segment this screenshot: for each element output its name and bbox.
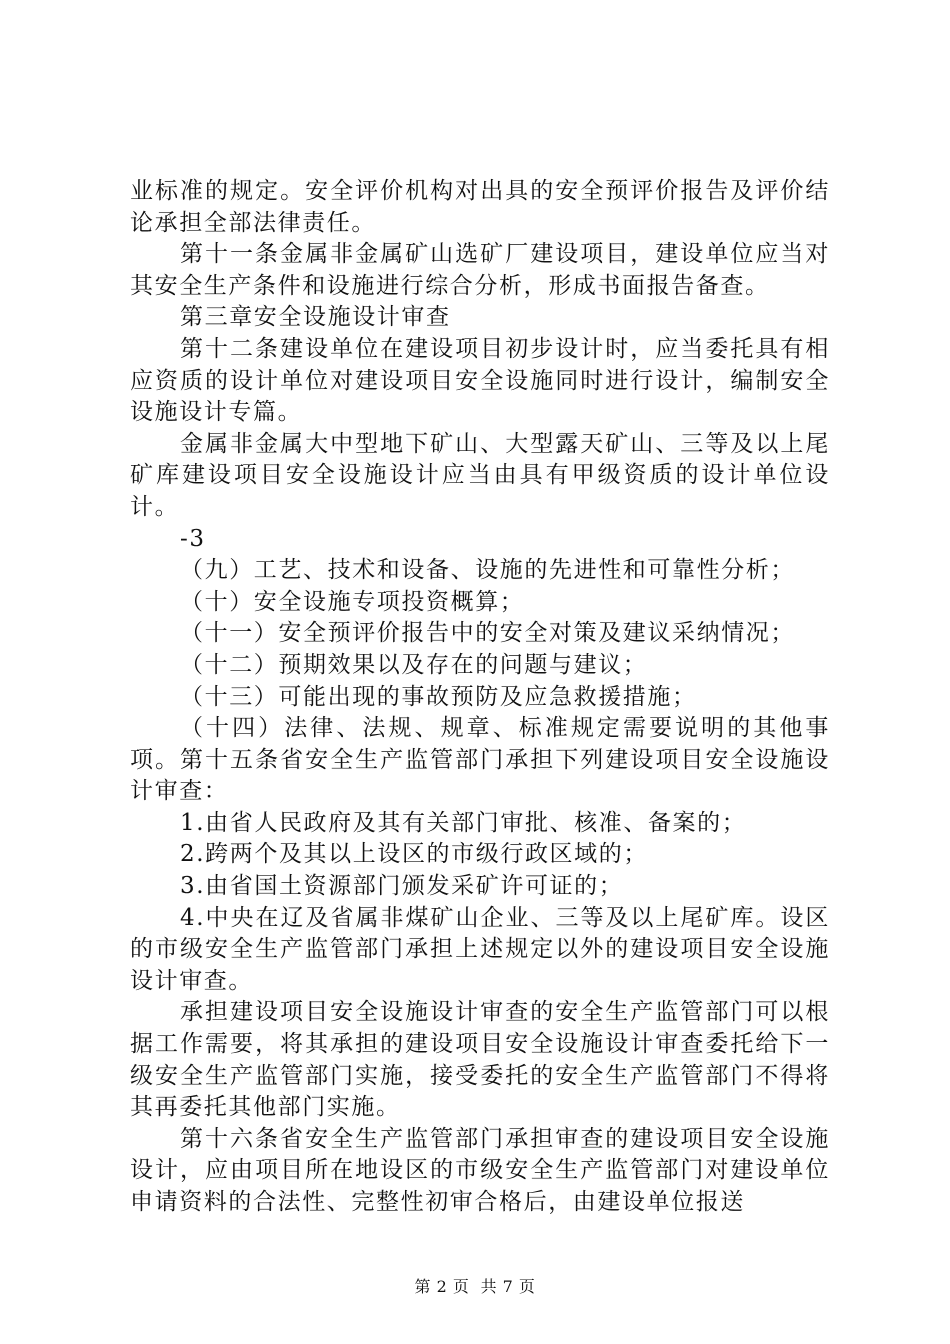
list-item: 2.跨两个及其以上设区的市级行政区域的； <box>180 841 648 868</box>
list-item: 1.由省人民政府及其有关部门审批、核准、备案的； <box>180 809 747 836</box>
paragraph: 业标准的规定。安全评价机构对出具的安全预评价报告及评价结论承担全部法律责任。 <box>130 178 830 236</box>
list-item: （十四）法律、法规、规章、标准规定需要说明的其他事项。第十五条省安全生产监管部门承担下列建设项目安全设施设计审查： <box>130 715 830 805</box>
paragraph: 金属非金属大中型地下矿山、大型露天矿山、三等及以上尾矿库建设项目安全设施设计应当由具有甲级资质的设计单位设计。 <box>130 430 830 520</box>
list-item: 3.由省国土资源部门颁发采矿许可证的； <box>180 873 624 900</box>
list-item: （十）安全设施专项投资概算； <box>180 588 525 615</box>
document-body <box>130 176 830 1219</box>
paragraph: 第十二条建设单位在建设项目初步设计时，应当委托具有相应资质的设计单位对建设项目安全设施同时进行设计，编制安全设施设计专篇。 <box>130 335 830 426</box>
list-item: （十一）安全预评价报告中的安全对策及建议采纳情况； <box>180 620 795 647</box>
page-footer <box>0 1274 950 1297</box>
page-number: 第 2 页 共 7 页 <box>414 1277 536 1296</box>
list-item: （十二）预期效果以及存在的问题与建议； <box>180 651 648 678</box>
paragraph: 承担建设项目安全设施设计审查的安全生产监管部门可以根据工作需要，将其承担的建设项目安全设施设计审查委托给下一级安全生产监管部门实施，接受委托的安全生产监管部门不得将其再委托其他部门实施。 <box>130 999 830 1121</box>
list-item: （十三）可能出现的事故预防及应急救援措施； <box>180 683 697 710</box>
chapter-heading: 第三章安全设施设计审查 <box>180 304 451 331</box>
paragraph: 第十六条省安全生产监管部门承担审查的建设项目安全设施设计，应由项目所在地设区的市级安全生产监管部门对建设单位申请资料的合法性、完整性初审合格后，由建设单位报送 <box>130 1125 830 1215</box>
page-marker: -3 <box>180 525 206 552</box>
paragraph: 第十一条金属非金属矿山选矿厂建设项目，建设单位应当对其安全生产条件和设施进行综合分析，形成书面报告备查。 <box>130 241 830 299</box>
list-item: （九）工艺、技术和设备、设施的先进性和可靠性分析； <box>180 557 795 584</box>
list-item: 4.中央在辽及省属非煤矿山企业、三等及以上尾矿库。设区的市级安全生产监管部门承担上述规定以外的建设项目安全设施设计审查。 <box>130 904 830 994</box>
